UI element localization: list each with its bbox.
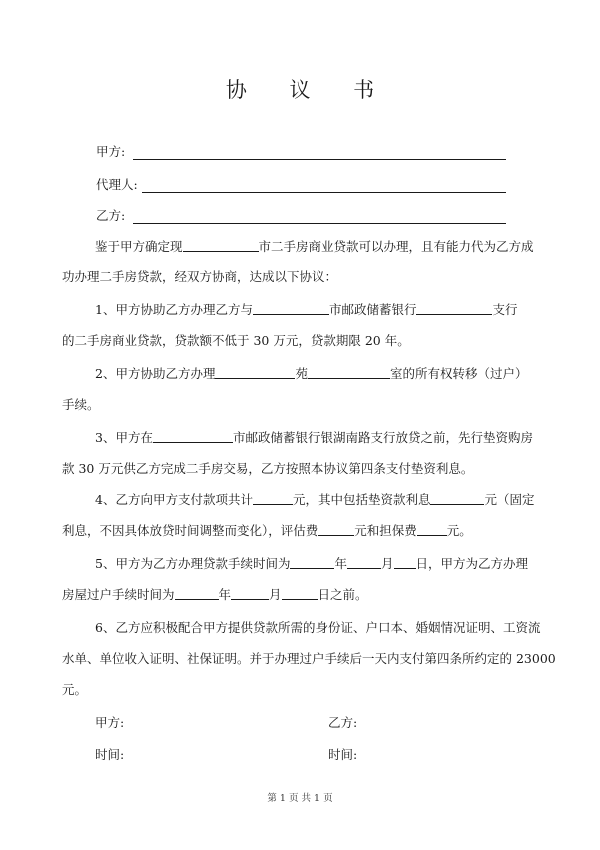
party-a-label: 甲方: [96, 144, 126, 159]
signature-party-b: 乙方: [328, 715, 358, 730]
clause-4-text-1: 4、乙方向甲方支付款项共计 [95, 492, 253, 507]
clause-1-line-2: 的二手房商业贷款，贷款额不低于 30 万元，贷款期限 20 年。 [62, 333, 410, 348]
clause-5-blank-year-1 [290, 556, 334, 569]
clause-4-text-4: 利息，不因具体放贷时间调整而变化），评估费 [62, 523, 319, 538]
clause-3-blank-city [153, 430, 233, 443]
party-b-field [96, 206, 506, 224]
clause-1-line-1 [95, 301, 518, 319]
preamble-text-1: 鉴于甲方确定现 [95, 239, 183, 254]
clause-1-text-3: 支行 [492, 302, 518, 317]
clause-6-line-1: 6、乙方应积极配合甲方提供贷款所需的身份证、户口本、婚姻情况证明、工资流 [95, 620, 541, 635]
clause-2-blank-room [308, 366, 390, 379]
clause-3-line-1 [95, 429, 533, 447]
clause-5-text-4: 日之前。 [317, 587, 368, 602]
clause-4-text-5: 元和担保费 [354, 523, 417, 538]
clause-5-blank-day-1 [394, 556, 416, 569]
clause-4-blank-guarantee [417, 523, 447, 536]
party-b-blank [133, 209, 506, 224]
clause-5-line-1 [95, 555, 528, 573]
clause-2-text-2: 苑 [295, 366, 308, 381]
document-title: 协 议 书 [225, 78, 393, 102]
clause-5-month-2: 月 [269, 587, 282, 602]
party-a-field [96, 142, 506, 160]
clause-3-text-2: 市邮政储蓄银行银湖南路支行放贷之前，先行垫资购房 [232, 430, 533, 445]
clause-4-blank-interest [430, 492, 484, 505]
clause-5-text-3: 房屋过户手续时间为 [62, 587, 175, 602]
clause-2-text-1: 2、甲方协助乙方办理 [95, 366, 216, 381]
clause-5-blank-year-2 [175, 587, 219, 600]
clause-5-day-1: 日 [415, 556, 429, 571]
clause-4-text-6: 元。 [446, 523, 472, 538]
clause-5-year-1: 年 [334, 556, 347, 571]
signature-party-a: 甲方: [95, 715, 125, 730]
clause-4-blank-appraisal [318, 523, 354, 536]
clause-3-line-2: 款 30 万元供乙方完成二手房交易，乙方按照本协议第四条支付垫资利息。 [62, 461, 474, 476]
party-a-blank [133, 145, 506, 160]
clause-2-line-1 [95, 365, 528, 383]
clause-1-blank-city [253, 302, 329, 315]
preamble-line-2: 功办理二手房贷款，经双方协商，达成以下协议： [62, 269, 338, 284]
clause-5-year-2: 年 [218, 587, 232, 602]
clause-4-blank-total [253, 492, 293, 505]
agent-blank [142, 178, 506, 193]
clause-4-line-1 [95, 491, 535, 509]
city-blank [183, 239, 259, 252]
clause-1-text-1: 1、甲方协助乙方办理乙方与 [95, 302, 253, 317]
clause-5-month-1: 月 [380, 556, 394, 571]
clause-5-blank-month-2 [231, 587, 269, 600]
signature-time-b: 时间: [328, 747, 358, 762]
clause-5-blank-month-1 [347, 556, 381, 569]
preamble-text-2: 市二手房商业贷款可以办理，且有能力代为乙方成 [258, 239, 534, 254]
preamble-line-1 [95, 238, 534, 256]
clause-5-text-1: 5、甲方为乙方办理贷款手续时间为 [95, 556, 291, 571]
signature-time-a: 时间: [95, 747, 125, 762]
clause-5-line-2 [62, 586, 368, 604]
clause-1-blank-branch [416, 302, 492, 315]
clause-6-line-3: 元。 [62, 682, 88, 697]
clause-5-text-2: ，甲方为乙方办理 [428, 556, 529, 571]
clause-2-text-3: 室的所有权转移（过户） [389, 366, 528, 381]
clause-6-line-2: 水单、单位收入证明、社保证明。并于办理过户手续后一天内支付第四条所约定的 23000 [62, 651, 556, 666]
agent-label: 代理人: [96, 177, 138, 192]
clause-1-text-2: 市邮政储蓄银行 [328, 302, 417, 317]
clause-2-blank-estate [215, 366, 295, 379]
clause-5-blank-day-2 [282, 587, 318, 600]
clause-4-text-2: 元，其中包括垫资款利息 [292, 492, 431, 507]
agent-field [96, 175, 506, 193]
clause-3-text-1: 3、甲方在 [95, 430, 153, 445]
clause-4-text-3: 元（固定 [484, 492, 535, 507]
clause-2-line-2: 手续。 [62, 397, 100, 412]
clause-4-line-2 [62, 522, 472, 540]
page-footer: 第 1 页 共 1 页 [267, 793, 333, 804]
party-b-label: 乙方: [96, 208, 126, 223]
